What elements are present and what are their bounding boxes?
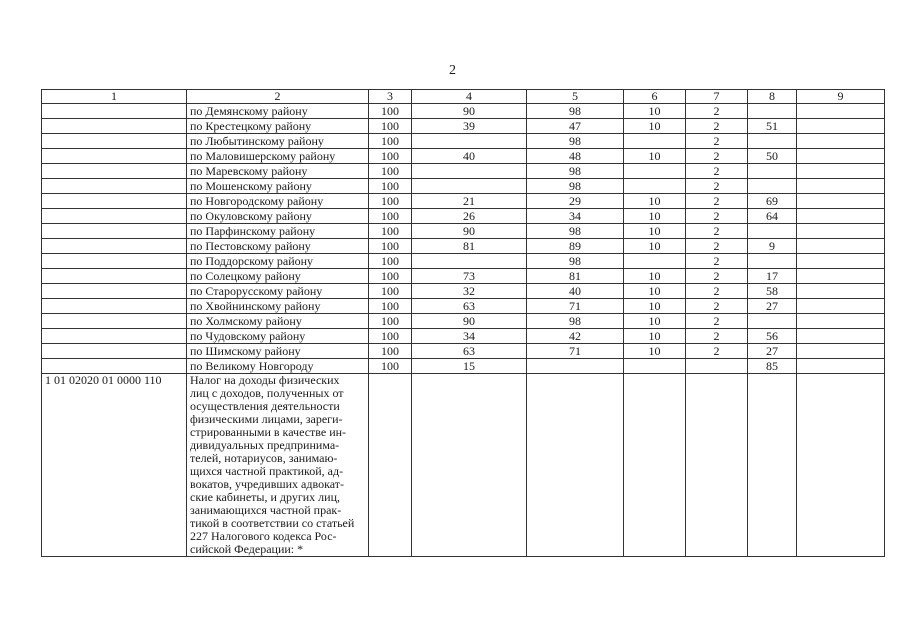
district-name: по Старорусскому району: [187, 284, 369, 299]
col-3-value: 100: [369, 359, 412, 374]
col-5-value: 48: [527, 149, 624, 164]
budget-code: 1 01 02020 01 0000 110: [42, 374, 187, 557]
code-cell: [42, 254, 187, 269]
col-6-value: [624, 254, 686, 269]
column-header: 3: [369, 90, 412, 104]
district-name: по Пестовскому району: [187, 239, 369, 254]
col-9-value: [797, 179, 885, 194]
col-8-value: 64: [748, 209, 797, 224]
col-6-value: 10: [624, 239, 686, 254]
col-4-value: 90: [412, 224, 527, 239]
col-8-value: [748, 314, 797, 329]
code-cell: [42, 104, 187, 119]
col-8-value: [748, 164, 797, 179]
description-line: занимающихся частной прак-: [190, 503, 342, 517]
district-name: по Демянскому району: [187, 104, 369, 119]
col-4-value: [412, 134, 527, 149]
col-4-value: 63: [412, 299, 527, 314]
col-7-value: 2: [686, 224, 748, 239]
col-6-value: 10: [624, 269, 686, 284]
table-row: [42, 314, 885, 329]
col-6-value: 10: [624, 209, 686, 224]
col-6-value: [624, 164, 686, 179]
col-5-value: 47: [527, 119, 624, 134]
col-6-value: 10: [624, 329, 686, 344]
col-4-value: [412, 164, 527, 179]
col-7-value: 2: [686, 104, 748, 119]
description-line: стрированными в качестве ин-: [190, 425, 347, 439]
col-7-value: 2: [686, 344, 748, 359]
col-3-value: 100: [369, 284, 412, 299]
col-7-value: [686, 359, 748, 374]
col-7-value: 2: [686, 149, 748, 164]
description-line: сийской Федерации: *: [190, 542, 304, 556]
col-4-value: 81: [412, 239, 527, 254]
col-7-value: 2: [686, 179, 748, 194]
col-6-value: 10: [624, 194, 686, 209]
col-5-value: 71: [527, 299, 624, 314]
col-6-value: 10: [624, 284, 686, 299]
col-3-value: 100: [369, 239, 412, 254]
table-cell: [527, 374, 624, 557]
code-cell: [42, 224, 187, 239]
col-6-value: [624, 134, 686, 149]
col-4-value: 34: [412, 329, 527, 344]
col-9-value: [797, 239, 885, 254]
col-3-value: 100: [369, 254, 412, 269]
col-3-value: 100: [369, 269, 412, 284]
col-6-value: 10: [624, 224, 686, 239]
table-row: [42, 269, 885, 284]
column-header: 4: [412, 90, 527, 104]
col-7-value: 2: [686, 209, 748, 224]
col-3-value: 100: [369, 209, 412, 224]
code-cell: [42, 359, 187, 374]
col-7-value: 2: [686, 284, 748, 299]
col-7-value: 2: [686, 299, 748, 314]
col-8-value: 9: [748, 239, 797, 254]
code-cell: [42, 239, 187, 254]
column-header: 2: [187, 90, 369, 104]
col-4-value: 40: [412, 149, 527, 164]
col-5-value: 98: [527, 104, 624, 119]
col-8-value: 17: [748, 269, 797, 284]
table-row: [42, 209, 885, 224]
col-5-value: 34: [527, 209, 624, 224]
code-cell: [42, 164, 187, 179]
col-8-value: 27: [748, 299, 797, 314]
district-name: по Любытинскому району: [187, 134, 369, 149]
col-4-value: [412, 179, 527, 194]
col-8-value: [748, 254, 797, 269]
table-row: [42, 299, 885, 314]
page-number: 2: [449, 63, 456, 78]
description-line: физическими лицами, зареги-: [190, 412, 343, 426]
col-5-value: 89: [527, 239, 624, 254]
col-6-value: [624, 359, 686, 374]
code-cell: [42, 269, 187, 284]
col-8-value: 27: [748, 344, 797, 359]
district-name: по Крестецкому району: [187, 119, 369, 134]
col-5-value: [527, 359, 624, 374]
description-line: вокатов, учредивших адвокат-: [190, 477, 344, 491]
col-5-value: 42: [527, 329, 624, 344]
col-9-value: [797, 344, 885, 359]
table-row: [42, 179, 885, 194]
col-9-value: [797, 194, 885, 209]
col-3-value: 100: [369, 329, 412, 344]
col-7-value: 2: [686, 119, 748, 134]
col-9-value: [797, 104, 885, 119]
description-line: щихся частной практикой, ад-: [190, 464, 344, 478]
col-5-value: 98: [527, 164, 624, 179]
col-5-value: 98: [527, 179, 624, 194]
column-header: 6: [624, 90, 686, 104]
col-8-value: 50: [748, 149, 797, 164]
col-9-value: [797, 359, 885, 374]
tax-description: [187, 374, 369, 557]
col-8-value: [748, 224, 797, 239]
table-row: [42, 149, 885, 164]
column-header: 5: [527, 90, 624, 104]
col-3-value: 100: [369, 314, 412, 329]
col-3-value: 100: [369, 179, 412, 194]
col-6-value: 10: [624, 299, 686, 314]
table-row: [42, 239, 885, 254]
table-cell: [686, 374, 748, 557]
col-3-value: 100: [369, 149, 412, 164]
col-4-value: 26: [412, 209, 527, 224]
col-5-value: 71: [527, 344, 624, 359]
code-cell: [42, 284, 187, 299]
table-row: [42, 344, 885, 359]
col-9-value: [797, 269, 885, 284]
code-cell: [42, 329, 187, 344]
col-4-value: 63: [412, 344, 527, 359]
col-9-value: [797, 134, 885, 149]
district-name: по Чудовскому району: [187, 329, 369, 344]
district-name: по Новгородскому району: [187, 194, 369, 209]
code-cell: [42, 194, 187, 209]
table-row: [42, 284, 885, 299]
table-cell: [624, 374, 686, 557]
col-8-value: [748, 134, 797, 149]
col-9-value: [797, 284, 885, 299]
col-6-value: 10: [624, 149, 686, 164]
district-name: по Хвойнинскому району: [187, 299, 369, 314]
col-7-value: 2: [686, 194, 748, 209]
table-row: [42, 119, 885, 134]
col-8-value: 56: [748, 329, 797, 344]
col-3-value: 100: [369, 344, 412, 359]
budget-table: [41, 89, 885, 557]
col-9-value: [797, 314, 885, 329]
col-4-value: 90: [412, 314, 527, 329]
col-9-value: [797, 329, 885, 344]
col-4-value: 15: [412, 359, 527, 374]
code-cell: [42, 209, 187, 224]
description-line: телей, нотариусов, занимаю-: [190, 451, 338, 465]
table-row: [42, 164, 885, 179]
table-row: [42, 224, 885, 239]
col-5-value: 98: [527, 254, 624, 269]
district-name: по Окуловскому району: [187, 209, 369, 224]
col-3-value: 100: [369, 134, 412, 149]
col-4-value: 73: [412, 269, 527, 284]
description-line: ские кабинеты, и других лиц,: [190, 490, 341, 504]
col-3-value: 100: [369, 194, 412, 209]
col-6-value: 10: [624, 314, 686, 329]
col-8-value: 69: [748, 194, 797, 209]
col-4-value: 21: [412, 194, 527, 209]
table-row: [42, 134, 885, 149]
district-name: по Холмскому району: [187, 314, 369, 329]
code-cell: [42, 314, 187, 329]
table-body: [42, 104, 885, 374]
col-9-value: [797, 209, 885, 224]
col-7-value: 2: [686, 329, 748, 344]
col-5-value: 98: [527, 134, 624, 149]
district-name: по Великому Новгороду: [187, 359, 369, 374]
table-cell: [369, 374, 412, 557]
col-6-value: [624, 179, 686, 194]
col-5-value: 29: [527, 194, 624, 209]
col-6-value: 10: [624, 344, 686, 359]
column-header: 9: [797, 90, 885, 104]
col-4-value: 90: [412, 104, 527, 119]
col-6-value: 10: [624, 104, 686, 119]
col-3-value: 100: [369, 224, 412, 239]
column-header: 1: [42, 90, 187, 104]
code-cell: [42, 149, 187, 164]
table-cell: [748, 374, 797, 557]
table-row: [42, 194, 885, 209]
col-8-value: [748, 104, 797, 119]
col-9-value: [797, 119, 885, 134]
district-name: по Маловишерскому району: [187, 149, 369, 164]
district-name: по Мошенскому району: [187, 179, 369, 194]
col-9-value: [797, 164, 885, 179]
col-3-value: 100: [369, 119, 412, 134]
col-8-value: 85: [748, 359, 797, 374]
table-row: [42, 254, 885, 269]
table-cell: [412, 374, 527, 557]
description-line: лиц с доходов, полученных от: [190, 386, 344, 400]
code-cell: [42, 179, 187, 194]
col-7-value: 2: [686, 134, 748, 149]
district-name: по Поддорскому району: [187, 254, 369, 269]
table-row: [42, 329, 885, 344]
col-4-value: 32: [412, 284, 527, 299]
district-name: по Шимскому району: [187, 344, 369, 359]
col-5-value: 98: [527, 314, 624, 329]
table-cell: [797, 374, 885, 557]
col-7-value: 2: [686, 239, 748, 254]
col-7-value: 2: [686, 269, 748, 284]
description-line: дивидуальных предпринима-: [190, 438, 340, 452]
col-9-value: [797, 149, 885, 164]
col-8-value: [748, 179, 797, 194]
col-5-value: 98: [527, 224, 624, 239]
code-cell: [42, 134, 187, 149]
col-3-value: 100: [369, 299, 412, 314]
description-line: тикой в соответствии со статьей: [190, 516, 355, 530]
district-name: по Парфинскому району: [187, 224, 369, 239]
table-row-tax-code: [42, 374, 885, 557]
col-9-value: [797, 224, 885, 239]
col-8-value: 58: [748, 284, 797, 299]
code-cell: [42, 344, 187, 359]
column-header: 7: [686, 90, 748, 104]
description-line: Налог на доходы физических: [190, 373, 340, 387]
district-name: по Маревскому району: [187, 164, 369, 179]
description-line: 227 Налогового кодекса Рос-: [190, 529, 337, 543]
column-header: 8: [748, 90, 797, 104]
col-8-value: 51: [748, 119, 797, 134]
code-cell: [42, 119, 187, 134]
col-3-value: 100: [369, 104, 412, 119]
col-5-value: 81: [527, 269, 624, 284]
col-3-value: 100: [369, 164, 412, 179]
col-7-value: 2: [686, 164, 748, 179]
col-9-value: [797, 254, 885, 269]
col-7-value: 2: [686, 314, 748, 329]
description-line: осуществления деятельности: [190, 399, 340, 413]
col-6-value: 10: [624, 119, 686, 134]
code-cell: [42, 299, 187, 314]
col-7-value: 2: [686, 254, 748, 269]
header-row: [42, 90, 885, 104]
district-name: по Солецкому району: [187, 269, 369, 284]
table-row: [42, 359, 885, 374]
table-row: [42, 104, 885, 119]
col-4-value: [412, 254, 527, 269]
col-9-value: [797, 299, 885, 314]
col-5-value: 40: [527, 284, 624, 299]
col-4-value: 39: [412, 119, 527, 134]
